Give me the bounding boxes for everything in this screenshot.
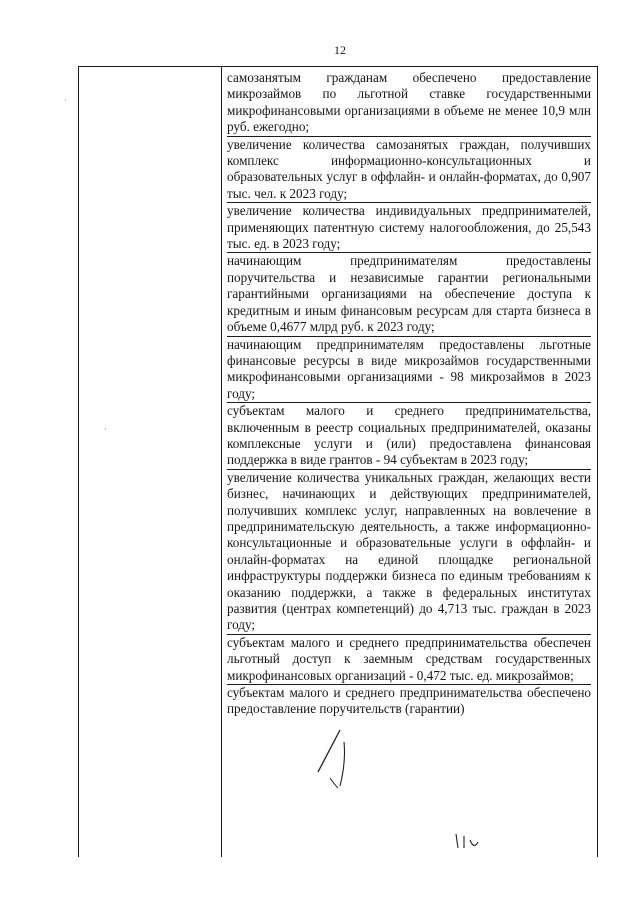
result-entry — [227, 253, 591, 336]
result-text: увеличение количества самозанятых граждан, получивших комплекс информационно-консультационных и образовательных услуг в оффлайн- и онлайн-форматах, до 0,907 тыс. чел. к 2023 году; — [227, 136, 591, 201]
result-entry — [227, 403, 591, 470]
result-text: субъектам малого и среднего предпринимательства обеспечен льготный доступ к заемным средствам государственных микрофинансовых организаций - 0,472 тыс. ед. микрозаймов; — [227, 634, 591, 683]
result-text: субъектам малого и среднего предпринимательства обеспечено предоставление поручительств (гарантии) — [227, 685, 591, 717]
result-text: увеличение количества индивидуальных предпринимателей, применяющих патентную систему налогообложения, до 25,543 тыс. ед. в 2023 году; — [227, 203, 591, 252]
result-text: увеличение количества уникальных граждан, желающих вести бизнес, начинающих и действующих предпринимателей, получивших комплекс услуг, направленных на вовлечение в предпринимательскую деятельность, а также информационно-консультационные и образовательные услуги в оффлайн- и онлайн-форматах на единой площадке региональной инфраструктуры поддержки бизнеса по единым требованиям к оказанию поддержки, а также в федеральных институтах развития (центрах компетенций) до 4,713 тыс. граждан в 2023 году; — [227, 469, 591, 633]
result-text: начинающим предпринимателям предоставлены поручительства и независимые гарантии региональными гарантийными организациями на обеспечение доступа к кредитным и иным финансовым ресурсам для старта бизнеса в объеме 0,4677 млрд руб. к 2023 году; — [227, 253, 591, 335]
page-number: 12 — [334, 43, 346, 57]
handwritten-mark — [450, 830, 484, 854]
result-entry — [227, 470, 591, 635]
result-entry — [227, 685, 591, 718]
result-entry — [227, 635, 591, 685]
result-text: самозанятым гражданам обеспечено предоставление микрозаймов по льготной ставке государственными микрофинансовыми организациями в объеме не менее 10,9 млн руб. ежегодно; — [227, 70, 591, 135]
scan-speck: · — [64, 96, 67, 105]
scan-speck: · — [104, 425, 107, 434]
result-entry — [227, 70, 591, 137]
result-text: начинающим предпринимателям предоставлены льготные финансовые ресурсы в виде микрозаймов государственными микрофинансовыми организациями - 98 микрозаймов в 2023 году; — [227, 336, 591, 401]
column-divider — [221, 67, 222, 857]
results-column — [227, 70, 591, 718]
result-entry — [227, 203, 591, 253]
result-entry — [227, 137, 591, 204]
result-text: субъектам малого и среднего предпринимательства, включенным в реестр социальных предпринимателей, оказаны комплексные услуги и (или) предоставлена финансовая поддержка в виде грантов - 94 субъектам в 2023 году; — [227, 403, 591, 468]
result-entry — [227, 337, 591, 404]
handwritten-mark — [300, 726, 380, 794]
